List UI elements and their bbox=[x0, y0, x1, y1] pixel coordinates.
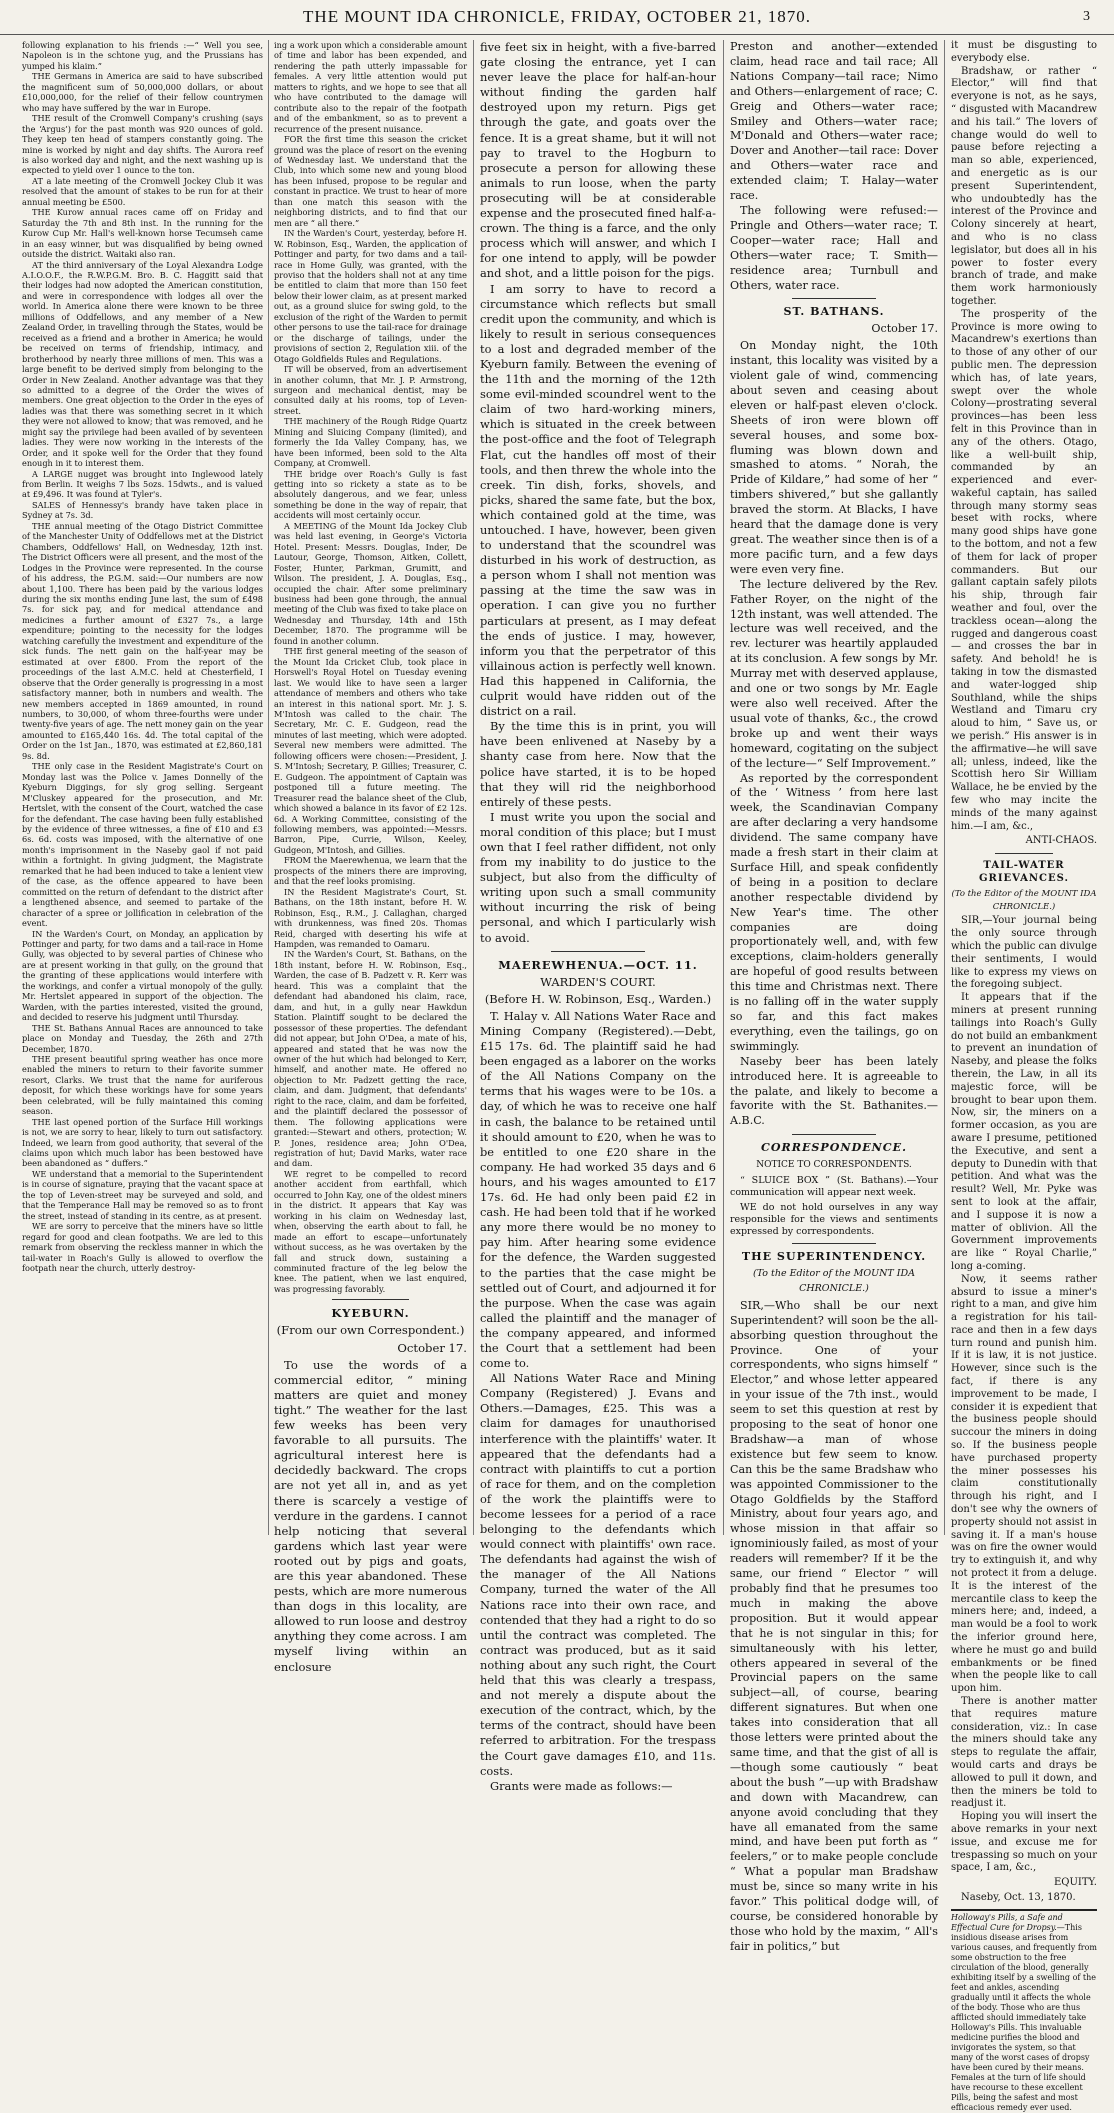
holloway-advertisement bbox=[951, 1909, 1097, 2113]
notice-text: “ SLUICE BOX ” (St. Bathans).—Your communication will appear next week. bbox=[730, 1175, 938, 1199]
news-paragraph: ing a work upon which a considerable amount of time and labor has been expended, and rendering the path utterly impassable for females. A very little attention would put matters to rights, and we hope to see that all who have contributed to the damage will contribute also to the repair of the footpath and of the embankment, so as to prevent a recurrence of the present nuisance. bbox=[274, 40, 467, 134]
masthead bbox=[0, 0, 1114, 35]
news-paragraph: Grants were made as follows:— bbox=[490, 1778, 673, 1793]
section-divider bbox=[792, 1243, 875, 1244]
news-paragraph: I am sorry to have to record a circumstance which reflects but small credit upon the community, and which is likely to result in serious consequences to a lost and degraded member of the Kyeburn family. Between the evening of the 11th and the morning of the 12th some evil-minded scoundrel went to the claim of two hard-working miners, which is situated in the creek between the post-office and the foot of Telegraph Flat, cut the handles off most of their tools, and then threw the whole into the creek. Tin dish, forks, shovels, and picks, shared the same fate, but the box, which contained gold at the time, was untouched. I have, however, been given to understand that the scoundrel was disturbed in his work of destruction, as a person whom I shall not mention was passing at the time the saw was in operation. I can give you no further particulars at present, as I may defeat the ends of justice. I may, however, inform you that the perpetrator of this villainous action is perfectly well known. Had this happened in California, the culprit would have ridden out of the district on a rail. bbox=[480, 281, 716, 719]
letter-paragraph: There is another matter that requires mature consideration, viz.: In case the miners should take any steps to regulate the affair, would carts and drays be allowed to pull it down, and then the miners be told to readjust it. bbox=[951, 1696, 1097, 1810]
news-paragraph: THE St. Bathans Annual Races are announced to take place on Monday and Tuesday, the 26th and 27th December, 1870. bbox=[22, 1022, 263, 1054]
news-paragraph: IN the Warden's Court, yesterday, before H. W. Robinson, Esq., Warden, the application of Pottinger and party, for two dams and a tail-race in Home Gully, was granted, with the proviso that the holders shall not at any time be entitled to claim that more than 150 feet below their lower claim, as at present marked out, as a ground sluice for swing gold, to the exclusion of the right of the Warden to permit other persons to use the tail-race for drainage or the discharge of tailings, under the provisions of section 2, Regulation xiii. of the Otago Goldfields Rules and Regulations. bbox=[274, 228, 467, 364]
news-paragraph: THE result of the Cromwell Company's crushing (says the ‘Argus’) for the past month was 920 ounces of gold. They keep ten head of stampers constantly going. The mine is worked by night and day shifts. The Aurora reef is also worked day and night, and the next washing up is expected to yield over 1 ounce to the ton. bbox=[22, 113, 263, 176]
column-1 bbox=[22, 40, 263, 1535]
section-divider bbox=[995, 853, 1053, 854]
news-paragraph: IN the Warden's Court, on Monday, an application by Pottinger and party, for two dams and a tail-race in Home Gully, was objected to by several parties of Chinese who are at present working in that gully, on the ground that the granting of these applications would interfere with the workings, and confer a virtual monopoly of the gully. Mr. Hertslet appeared in support of the objection. The Warden, with the parties interested, visited the ground, and decided to reserve his judgment until Thursday. bbox=[22, 928, 263, 1023]
news-paragraph: AT the third anniversary of the Loyal Alexandra Lodge A.I.O.O.F., the R.W.P.G.M. Bro. B. C. Haggitt said that their lodges had now adopted the American constitution, and were in correspondence with lodges all over the world. In America alone there were known to be three millions of Oddfellows, and any member of a New Zealand Order, in travelling through the States, would be received as a friend and a brother in America; he would be received on terms of friendship, intimacy, and brotherhood by nearly three millions of men. This was a large benefit to be derived simply from belonging to the Order in New Zealand. Another advantage was that they so admitted to a degree of the Order the wives of members. One great objection to the Order in the eyes of ladies was that there was something secret in it which they were not allowed to know; that was removed, and he might say the privilege had been availed of by seventeen ladies. They were now working in the interests of the Order, and it spoke well for the Order that they found enough in it to interest them. bbox=[22, 259, 263, 469]
news-paragraph: WE regret to be compelled to record another accident from earthfall, which occurred to John Kay, one of the oldest miners in the district. It appears that Kay was working in his claim on Wednesday last, when, observing the earth about to fall, he made an effort to escape—unfortunately without success, as he was overtaken by the fall and struck down, sustaining a comminuted fracture of the leg below the knee. The patient, when we last enquired, was progressing favorably. bbox=[274, 1168, 467, 1294]
news-paragraph: THE Kurow annual races came off on Friday and Saturday the 7th and 8th inst. In the running for the Kurow Cup Mr. Hall's well-known horse Tecumseh came in an easy winner, but was disqualified by being owned outside the district. Waitaki also ran. bbox=[22, 207, 263, 260]
section-divider bbox=[792, 298, 875, 299]
section-subheading: (Before H. W. Robinson, Esq., Warden.) bbox=[484, 991, 712, 1006]
news-paragraph: To use the words of a commercial editor, “ mining matters are quiet and money tight.” The weather for the last few weeks has been very favorable to all pursuits. The agricultural interest here is decidedly backward. The crops are not yet all in, and as yet there is scarcely a vestige of verdure in the gardens. I cannot help noticing that several gardens which last year were rooted out by pigs and goats, are this year abandoned. These pests, which are more numerous than dogs in this locality, are allowed to run loose and destroy anything they come across. I am myself living within an enclosure bbox=[274, 1357, 467, 1674]
news-paragraph: AT a late meeting of the Cromwell Jockey Club it was resolved that the amount of stakes to be run for at their annual meeting be £500. bbox=[22, 175, 263, 207]
section-divider bbox=[792, 1134, 875, 1135]
news-paragraph: SALES of Hennessy's brandy have taken place in Sydney at 7s. 3d. bbox=[22, 499, 263, 521]
news-paragraph: A MEETING of the Mount Ida Jockey Club was held last evening, in George's Victoria Hotel. Present: Messrs. Douglas, Inder, De Lautour, George, Thomson, Aitken, Collett, Foster, Hunter, Parkman, Grumitt, and Wilson. The president, J. A. Douglas, Esq., occupied the chair. After some preliminary business had been gone through, the annual meeting of the Club was fixed to take place on Wednesday and Thursday, 14th and 15th December, 1870. The programme will be found in another column. bbox=[274, 520, 467, 646]
letter-signature: ANTI-CHAOS. bbox=[1025, 835, 1097, 847]
news-paragraph: THE only case in the Resident Magistrate's Court on Monday last was the Police v. James Donnelly of the Kyeburn Diggings, for sly grog selling. Sergeant M'Cluskey appeared for the prosecution, and Mr. Hertslet, with the consent of the Court, watched the case for the defendant. The case having been fully established by the evidence of three witnesses, a fine of £10 and £3 6s. 6d. costs was imposed, with the alternative of one month's imprisonment in the Naseby gaol if not paid within a fortnight. In giving judgment, the Magistrate remarked that he had been induced to take a lenient view of the case, as the offence appeared to have been committed on the return of defendant to the district after a lengthened absence, and seemed to partake of the character of a spree or jollification in celebration of the event. bbox=[22, 761, 263, 929]
news-paragraph: WE understand that a memorial to the Superintendent is in course of signature, praying that the vacant space at the top of Leven-street may be surveyed and sold, and that the Temperance Hall may be removed so as to front the street, instead of standing in its centre, as at present. bbox=[22, 1168, 263, 1221]
section-divider bbox=[332, 1299, 409, 1300]
news-paragraph: Preston and another—extended claim, head race and tail race; All Nations Company—tail race; Nimo and Others—enlargement of race; C. Greig and Others—water race; Smiley and Others—water race; M'Donald and Others—water race; Dover and Another—tail race: Dover and Others—water race and extended claim; T. Halay—water race. bbox=[730, 40, 938, 203]
news-paragraph: On Monday night, the 10th instant, this locality was visited by a violent gale of wind, commencing about seven and ceasing about eleven or half-past eleven o'clock. Sheets of iron were blown off several houses, and some box-fluming was blown down and smashed to atoms. “ Norah, the Pride of Kildare,” had some of her “ timbers shivered,” but she gallantly braved the storm. At Blacks, I have heard that the damage done is very great. The weather since then is of a more pacific turn, and a few days were even very fine. bbox=[730, 339, 938, 576]
section-heading: TAIL-WATER GRIEVANCES. bbox=[979, 860, 1069, 884]
letter-paragraph: Bradshaw, or rather “ Elector,” will find that everyone is not, as he says, “ disgusted with Macandrew and his tail.” The lovers of change would do well to pause before rejecting a man so able, experienced, and energetic as is our present Superintendent, who undoubtedly has the interest of the Province and Colony sincerely at heart, and who is no class legislator, but does all in his power to foster every branch of trade, and make them work harmoniously together. bbox=[951, 65, 1097, 307]
letter-paragraph: It appears that if the miners at present running tailings into Roach's Gully do not build an embankment to prevent an inundation of Naseby, and please the folks therein, the Law, in all its majestic force, will be brought to bear upon them. Now, sir, the miners on a former occasion, as you are aware I presume, petitioned the Executive, and sent a deputy to Dunedin with that petition. And what was the result? Well, Mr. Pyke was sent to look at the affair, and I suppose it is now a matter of oblivion. All the Government improvements are like “ Royal Charlie,” long a-coming. bbox=[951, 992, 1097, 1272]
news-paragraph: The lecture delivered by the Rev. Father Royer, on the night of the 12th instant, was well attended. The lecture was well received, and the rev. lecturer was heartily applauded at its conclusion. A few songs by Mr. Murray met with deserved applause, and one or two songs by Mr. Eagle were also well received. After the usual vote of thanks, &c., the crowd broke up and went their ways homeward, cogitating on the subject of the lecture—“ Self Improvement.” bbox=[730, 577, 938, 770]
ad-body: —This insidious disease arises from various causes, and frequently from some obstruction to the free circulation of the blood, generally exhibiting itself by a swelling of the feet and ankles, ascending gradually until it affects the whole of the body. Those who are thus afflicted should immediately take Holloway's Pills. This invaluable medicine purifies the blood and invigorates the system, so that many of the worst cases of dropsy have been cured by their means. Females at the turn of life should have recourse to these excellent Pills, being the safest and most efficacious remedy ever used. bbox=[951, 1922, 1098, 2112]
column-3 bbox=[480, 40, 716, 1793]
news-paragraph: THE present beautiful spring weather has once more enabled the miners to return to their favorite summer resort, Clarks. We trust that the name for auriferous deposit, for which these workings have for some years been celebrated, will be fully maintained this coming season. bbox=[22, 1053, 263, 1117]
letter-paragraph: The prosperity of the Province is more owing to Macandrew's exertions than to those of any other of our public men. The depression which has, of late years, swept over the whole Colony—prostrating several provinces—has been less felt in this Province than in any of the others. Otago, like a well-built ship, commanded by an experienced and ever-wakeful captain, has sailed through many stormy seas beset with rocks, where many good ships have gone to the bottom, and not a few of them for lack of proper commanders. But our gallant captain safely pilots his ship, through fair weather and foul, over the trackless ocean—along the rugged and dangerous coast — and crosses the bar in safety. And behold! he is taking in tow the dismasted and water-logged ship Southland, while the ships Westland and Timaru cry aloud to him, “ Save us, or we perish.” His answer is in the affirmative—he will save all; unless, indeed, like the Scottish hero Sir William Wallace, he be envied by the few who may incite the minds of the many against him.—I am, &c., bbox=[951, 308, 1097, 832]
news-paragraph: All Nations Water Race and Mining Company (Registered) J. Evans and Others.—Damages, £25. This was a claim for damages for unauthorised interference with the plaintiffs' water. It appeared that the defendants had a contract with plaintiffs to cut a portion of race for them, and on the completion of the work the plaintiffs were to become lessees for a period of a race belonging to the defendants which would connect with plaintiffs' own race. The defendants had against the wish of the manager of the All Nations Company, turned the water of the All Nations race into their own race, and contended that they had a right to do so until the contract was completed. The contract was produced, but as it said nothing about any such right, the Court held that this was clearly a trespass, and not merely a dispute about the execution of the contract, which, by the terms of the contract, should have been referred to arbitration. For the trespass the Court gave damages £10, and 11s. costs. bbox=[480, 1371, 716, 1778]
news-paragraph: By the time this is in print, you will have been enlivened at Naseby by a shanty case from here. Now that the police have started, it is to be hoped that they will rid the neighborhood entirely of these pests. bbox=[480, 719, 716, 809]
news-paragraph: WE are sorry to perceive that the miners have so little regard for good and clean footpaths. We are led to this remark from observing the reckless manner in which the tail-water in Roach's Gully is allowed to overflow the footpath near the church, utterly destroy- bbox=[22, 1221, 263, 1274]
news-paragraph: FROM the Maerewhenua, we learn that the prospects of the miners there are improving, and that the reef looks promising. bbox=[274, 855, 467, 887]
letter-place-date: Naseby, Oct. 13, 1870. bbox=[961, 1891, 1076, 1903]
news-paragraph: THE Germans in America are said to have subscribed the magnificent sum of 50,000,000 dollars, or about £10,000,000, for the relief of their fellow countrymen who may have suffered by the war in Europe. bbox=[22, 71, 263, 113]
column-rule bbox=[473, 40, 474, 1535]
letter-paragraph: SIR,—Your journal being the only source through which the public can divulge their sentiments, I would like to express my views on the foregoing subject. bbox=[951, 915, 1097, 991]
news-paragraph: THE bridge over Roach's Gully is fast getting into so rickety a state as to be absolutely dangerous, and we fear, unless something be done in the way of repair, that accidents will most certainly occur. bbox=[274, 468, 467, 521]
news-paragraph: FOR the first time this season the cricket ground was the place of resort on the evening of Wednesday last. We understand that the Club, into which some new and young blood has been infused, propose to be regular and constant in practice. We trust to hear of more than one match this season with the neighboring districts, and to find that our men are “ all there.” bbox=[274, 134, 467, 228]
column-rule bbox=[268, 40, 269, 1535]
news-paragraph: Naseby beer has been lately introduced here. It is agreeable to the palate, and likely to become a favorite with the St. Bathanites.—A.B.C. bbox=[730, 1054, 938, 1128]
news-paragraph: A LARGE nugget was brought into Inglewood lately from Berlin. It weighs 7 lbs 5ozs. 15dwts., and is valued at £9,496. It was found at Tyler's. bbox=[22, 468, 263, 500]
column-rule bbox=[723, 40, 724, 1535]
column-2 bbox=[274, 40, 467, 1674]
letter-paragraph: Now, it seems rather absurd to issue a miner's right to a man, and give him a registration for his tail-race and then in a few days turn round and punish him. If it is law, it is not justice. However, since such is the fact, if there is any improvement to be made, I consider it is expedient that the business people should succour the miners in doing so. If the business people have purchased property the miner possesses his claim constitutionally through his right, and I don't see why the owners of property should not assist in saving it. If a man's house was on fire the owner would try to extinguish it, and why not protect it from a deluge. It is the interest of the mercantile class to keep the miners here; and, indeed, a man would be a fool to work the inferior ground here, where he must go and build embankments or be fined when the people like to call upon him. bbox=[951, 1273, 1097, 1695]
letter-paragraph: Hoping you will insert the above remarks in your next issue, and excuse me for trespassing so much on your space, I am, &c., bbox=[951, 1811, 1097, 1874]
news-paragraph: IN the Resident Magistrate's Court, St. Bathans, on the 18th instant, before H. W. Robinson, Esq., R.M., J. Callaghan, charged with drunkenness, was fined 20s. Thomas Reid, charged with deserting his wife at Hampden, was remanded to Oamaru. bbox=[274, 886, 467, 949]
news-paragraph: The following were refused:—Pringle and Others—water race; T. Cooper—water race; Hall and Others—water race; T. Smith—residence area; Turnbull and Others, water race. bbox=[730, 203, 938, 292]
section-heading: CORRESPONDENCE. bbox=[761, 1141, 907, 1155]
letter-paragraph: it must be disgusting to everybody else. bbox=[951, 40, 1097, 64]
column-5 bbox=[951, 40, 1098, 2112]
news-paragraph: THE last opened portion of the Surface Hill workings is not, we are sorry to hear, likely to turn out satisfactory. Indeed, we learn from good authority, that several of the claims upon which much labor has been bestowed have been abandoned as “ duffers.” bbox=[22, 1116, 263, 1169]
section-heading: ST. BATHANS. bbox=[783, 305, 885, 319]
column-rule bbox=[944, 40, 945, 1535]
dateline: October 17. bbox=[871, 322, 938, 336]
news-paragraph: As reported by the correspondent of the ‘ Witness ’ from here last week, the Scandinavian Company are after declaring a very handsome dividend. The same company have made a fresh start in their claim at Surface Hill, and speak confidently of being in a position to declare another respectable dividend by New Year's time. The other companies are doing proportionately well, and, with few exceptions, claim-holders generally are hopeful of good results between this time and Christmas next. There is no falling off in the water supply so far, and this fact makes everything, even the tailings, go on swimmingly. bbox=[730, 771, 938, 1053]
news-paragraph: IT will be observed, from an advertisement in another column, that Mr. J. P. Armstrong, surgeon and mechanical dentist, may be consulted daily at his rooms, top of Leven-street. bbox=[274, 364, 467, 416]
dateline: October 17. bbox=[397, 1340, 467, 1355]
section-divider bbox=[551, 951, 645, 952]
page-number: 3 bbox=[1083, 9, 1090, 24]
news-paragraph: T. Halay v. All Nations Water Race and Mining Company (Registered).—Debt, £15 17s. 6d. The plaintiff said he had been engaged as a laborer on the works of the All Nations Company on the terms that his wages were to be 10s. a day, of which he was to receive one half in cash, the balance to be retained until it should amount to £20, when he was to be entitled to one £20 share in the company. He had worked 35 days and 6 hours, and his wages amounted to £17 17s. 6d. He had only been paid £2 in cash. He had been told that if he worked any more there would be no money to pay him. After hearing some evidence for the defence, the Warden suggested to the parties that the case might be settled out of Court, and adjourned it for the purpose. When the case was again called the plaintiff and the manager of the company appeared, and informed the Court that a settlement had been come to. bbox=[480, 1008, 716, 1371]
columns bbox=[22, 40, 1098, 2112]
to-editor-line: (To the Editor of the MOUNT IDA CHRONICLE.) bbox=[951, 888, 1097, 912]
notice-heading: NOTICE TO CORRESPONDENTS. bbox=[756, 1160, 912, 1171]
section-subheading: (From our own Correspondent.) bbox=[276, 1323, 465, 1338]
news-paragraph: following explanation to his friends :—“ Well you see, Napoleon is in the schtone yug, and the Prussians has yumped his klaim.” bbox=[22, 40, 263, 71]
section-heading: THE SUPERINTENDENCY. bbox=[741, 1250, 927, 1264]
section-subheading: WARDEN'S COURT. bbox=[540, 974, 656, 989]
kyeburn-section bbox=[274, 1306, 467, 1674]
to-editor-line: (To the Editor of the MOUNT IDA CHRONICLE.) bbox=[752, 1267, 916, 1294]
news-paragraph: THE annual meeting of the Otago District Committee of the Manchester Unity of Oddfellows met at the District Chambers, Oddfellows' Hall, on Wednesday, 12th inst. The District Officers were all present, and the most of the Lodges in the Province were represented. In the course of his address, the P.G.M. said:—Our numbers are now about 1,100. There has been paid by the various lodges during the six months ending June last, the sum of £498 7s. for sick pay, and for medical attendance and medicines a further amount of £327 7s., a large expenditure; pointing to the necessity for the lodges watching carefully the investment and expenditure of the sick funds. The nett gain on the half-year may be estimated at over £800. From the report of the proceedings of the last A.M.C. held at Chesterfield, I observe that the Order generally is progressing in a most satisfactory manner, both in numbers and wealth. The new members accepted in 1869 amounted, in round numbers, to 30,000, of whom three-fourths were under twenty-five years of age. The nett money gain on the year amounted to £165,440 16s. 4d. The total capital of the Order on the 1st Jan., 1870, was estimated at £2,860,181 9s. 8d. bbox=[22, 520, 263, 761]
section-heading: KYEBURN. bbox=[331, 1306, 410, 1321]
disclaimer-text: WE do not hold ourselves in any way responsible for the views and sentiments expressed by correspondents. bbox=[730, 1202, 938, 1238]
letter-signature: EQUITY. bbox=[1053, 1877, 1097, 1889]
column-4 bbox=[730, 40, 938, 1953]
ad-title: Holloway's Pills, a Safe and Effectual Cure for Dropsy. bbox=[951, 1912, 1063, 1932]
section-heading: MAEREWHENUA.—OCT. 11. bbox=[498, 957, 698, 972]
news-paragraph: I must write you upon the social and moral condition of this place; but I must own that I feel rather diffident, not only from my inability to do justice to the subject, but also from the difficulty of writing upon such a small community without incurring the risk of being personal, and which I particularly wish to avoid. bbox=[480, 809, 716, 945]
news-paragraph: IN the Warden's Court, St. Bathans, on the 18th instant, before H. W. Robinson, Esq., Warden, the case of B. Padzett v. R. Kerr was heard. This was a complaint that the defendant had abandoned his claim, race, dam, and hut, in a gully near Hawkdun Station. Plaintiff sought to be declared the possessor of these properties. The defendant did not appear, but John O'Dea, a mate of his, appeared and stated that he was now the owner of the hut which had belonged to Kerr, himself, and another mate. He offered no objection to Mr. Padzett getting the race, claim, and dam. Judgment, that defendants' right to the race, claim, and dam be forfeited, and the plaintiff declared the possessor of them. The following applications were granted:—Stewart and others, protection; W. P. Jones, residence area; John O'Dea, registration of hut; David Marks, water race and dam. bbox=[274, 949, 467, 1169]
news-paragraph: THE first general meeting of the season of the Mount Ida Cricket Club, took place in Horswell's Royal Hotel on Tuesday evening last. We would like to have seen a larger attendance of members and others who take an interest in this national sport. Mr. J. S. M'Intosh was called to the chair. The Secretary, Mr. C. E. Gudgeon, read the minutes of last meeting, which were adopted. Several new members were admitted. The following officers were chosen:—President, J. S. M'Intosh; Secretary, P. Gillies; Treasurer, C. E. Gudgeon. The appointment of Captain was postponed till a future meeting. The Treasurer read the balance sheet of the Club, which showed a balance in its favor of £2 12s. 6d. A Working Committee, consisting of the following members, was appointed:—Messrs. Barron, Pipe, Currie, Wilson, Keeley, Gudgeon, M'Intosh, and Gillies. bbox=[274, 646, 467, 855]
news-paragraph: five feet six in height, with a five-barred gate closing the entrance, yet I can never leave the place for half-an-hour without finding the garden half destroyed upon my return. Pigs get through the gate, and goats over the fence. It is a great shame, but it will not pay to travel to the Hogburn to prosecute a person for allowing these animals to run loose, when the party prosecuting will be at considerable expense and the prosecuted fined half-a-crown. The thing is a farce, and the only process which will answer, and which I for one intend to apply, will be powder and shot, and a little poison for the pigs. bbox=[480, 40, 716, 281]
masthead-title: THE MOUNT IDA CHRONICLE, FRIDAY, OCTOBER 21, 1870. bbox=[303, 7, 811, 26]
letter-paragraph: SIR,—Who shall be our next Superintendent? will soon be the all-absorbing question throughout the Province. One of your correspondents, who signs himself “ Elector,” and whose letter appeared in your issue of the 7th inst., would seem to set this question at rest by proposing to the seat of honor one Bradshaw—a man of whose existence but few seem to know. Can this be the same Bradshaw who was appointed Commissioner to the Otago Goldfields by the Stafford Ministry, about four years ago, and whose mission in that affair so ignominiously failed, as most of your readers will remember? If it be the same, our friend “ Elector ” will probably find that he presumes too much in making the above proposition. But it would appear that he is not singular in this; for simultaneously with his letter, others appeared in several of the Provincial papers on the same subject—all, of course, bearing different signatures. But when one takes into consideration that all those letters were printed about the same time, and that the gist of all is—though some cautiously “ beat about the bush ”—up with Bradshaw and down with Macandrew, can anyone avoid concluding that they have all emanated from the same mind, and have been put forth as “ feelers,” or to make people conclude “ What a popular man Bradshaw must be, since so many write in his favor.” This political dodge will, of course, be considered honorable by those who hold by the maxim, “ All's fair in politics,” but bbox=[730, 1298, 938, 1953]
news-paragraph: THE machinery of the Rough Ridge Quartz Mining and Sluicing Company (limited), and formerly the Ida Valley Company, has, we have been informed, been sold to the Alta Company, at Cromwell. bbox=[274, 416, 467, 469]
